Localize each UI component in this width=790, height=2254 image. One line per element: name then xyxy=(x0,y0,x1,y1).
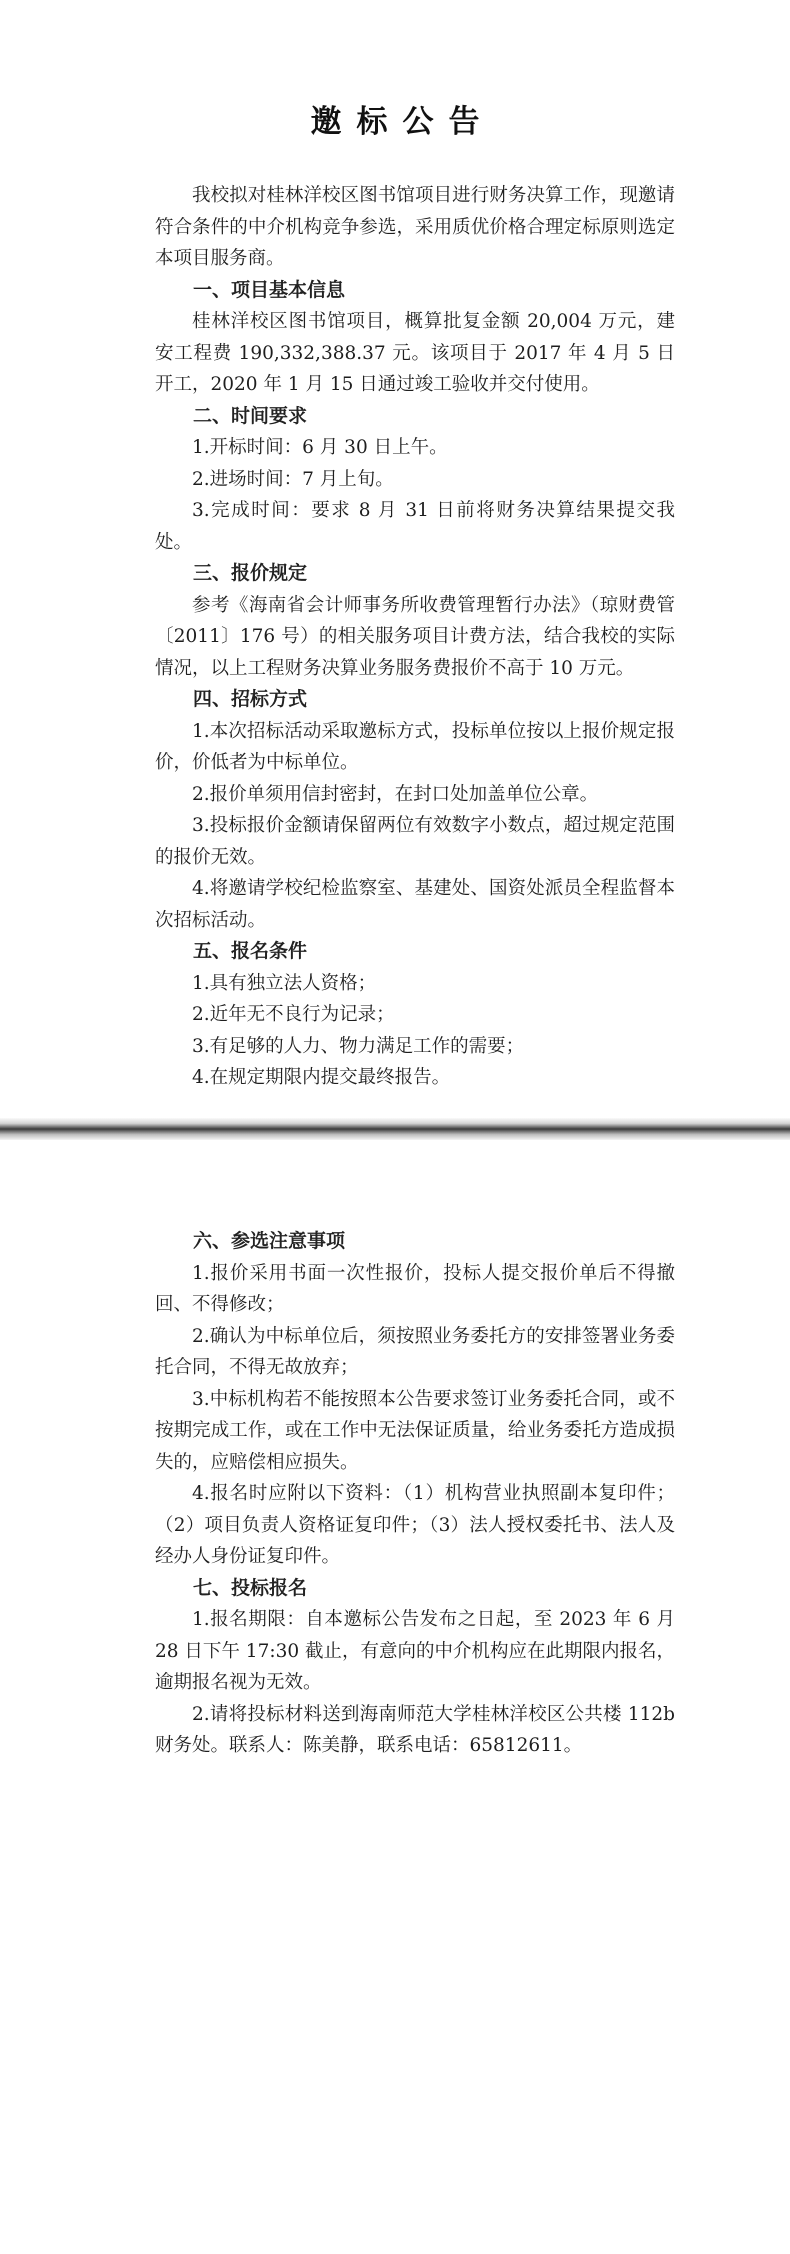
condition-item: 3.有足够的人力、物力满足工作的需要； xyxy=(192,1035,525,1057)
section-heading-bid-registration: 七、投标报名 xyxy=(193,1576,308,1599)
condition-item: 4.在规定期限内提交最终报告。 xyxy=(192,1067,451,1088)
page-title: 邀标公告 xyxy=(310,104,495,140)
section-heading-pricing: 三、报价规定 xyxy=(193,562,308,584)
time-item: 1.开标时间：6 月 30 日上午。 xyxy=(192,437,448,458)
time-item: 2.进场时间：7 月上旬。 xyxy=(192,468,394,490)
registration-item: 1.报名期限：自本邀标公告发布之日起，至 2023 年 6 月 28 日下午 17:30 截止，有意向的中介机构应在此期限内报名，逾期报名视为无效。 xyxy=(155,1609,675,1693)
section-heading-notes: 六、参选注意事项 xyxy=(193,1230,346,1252)
bidding-item: 3.投标报价金额请保留两位有效数字小数点，超过规定范围的报价无效。 xyxy=(155,815,675,868)
condition-item: 1.具有独立法人资格； xyxy=(192,972,377,994)
note-item: 1.报价采用书面一次性报价，投标人提交报价单后不得撤回、不得修改； xyxy=(155,1262,675,1315)
section-heading-time-requirements: 二、时间要求 xyxy=(193,404,308,427)
document-page-2 xyxy=(0,1140,790,2254)
condition-item: 2.近年无不良行为记录； xyxy=(192,1004,395,1025)
bidding-item: 1.本次招标活动采取邀标方式，投标单位按以上报价规定报价，价低者为中标单位。 xyxy=(155,720,675,773)
project-info-paragraph: 桂林洋校区图书馆项目，概算批复金额 20,004 万元，建安工程费 190,332,388.37 元。该项目于 2017 年 4 月 5 日开工，2020 年 1 月 15 日通过竣工验收并交付使用。 xyxy=(155,311,675,395)
time-item: 3.完成时间：要求 8 月 31 日前将财务决算结果提交我处。 xyxy=(155,500,675,553)
section-heading-registration-conditions: 五、报名条件 xyxy=(193,940,308,962)
section-heading-bidding-method: 四、招标方式 xyxy=(193,688,308,710)
registration-item: 2.请将投标材料送到海南师范大学桂林洋校区公共楼 112b 财务处。联系人：陈美静，联系电话：65812611。 xyxy=(155,1703,675,1756)
page-1-body xyxy=(155,180,675,1094)
note-item: 4.报名时应附以下资料：（1）机构营业执照副本复印件；（2）项目负责人资格证复印件；（3）法人授权委托书、法人及经办人身份证复印件。 xyxy=(155,1483,675,1567)
intro-paragraph: 我校拟对桂林洋校区图书馆项目进行财务决算工作，现邀请符合条件的中介机构竞争参选，采用质优价格合理定标原则选定本项目服务商。 xyxy=(155,185,675,269)
note-item: 3.中标机构若不能按照本公告要求签订业务委托合同，或不按期完成工作，或在工作中无法保证质量，给业务委托方造成损失的，应赔偿相应损失。 xyxy=(155,1388,675,1473)
page-separator xyxy=(0,1118,790,1140)
bidding-item: 4.将邀请学校纪检监察室、基建处、国资处派员全程监督本次招标活动。 xyxy=(155,878,675,931)
page-2-body xyxy=(155,1226,675,1762)
document-page-1 xyxy=(0,0,790,1118)
section-heading-project-info: 一、项目基本信息 xyxy=(193,278,346,301)
bidding-item: 2.报价单须用信封密封，在封口处加盖单位公章。 xyxy=(192,783,599,805)
note-item: 2.确认为中标单位后，须按照业务委托方的安排签署业务委托合同，不得无故放弃； xyxy=(155,1325,675,1378)
pricing-paragraph: 参考《海南省会计师事务所收费管理暂行办法》（琼财费管〔2011〕176 号）的相关服务项目计费方法，结合我校的实际情况，以上工程财务决算业务服务费报价不高于 10 万元。 xyxy=(155,594,675,679)
